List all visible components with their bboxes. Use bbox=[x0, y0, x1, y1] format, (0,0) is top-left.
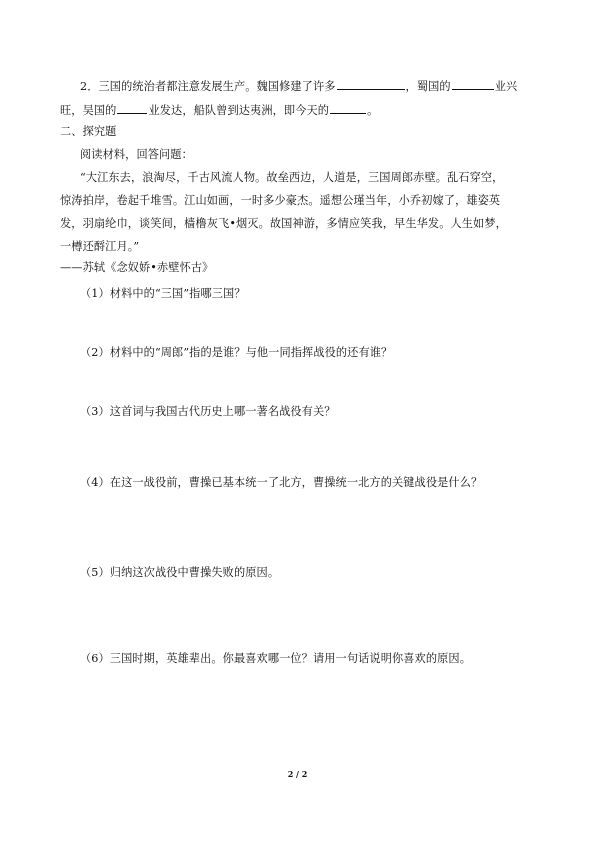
q2-text-1a: 2．三国的统治者都注意发展生产。魏国修建了许多 bbox=[80, 80, 336, 93]
poem-line: 发，羽扇纶巾，谈笑间，樯橹灰飞•烟灭。故国神游，多情应笑我，早生华发。人生如梦， bbox=[60, 217, 507, 230]
q2-text-1c: 业兴 bbox=[494, 80, 518, 93]
section-heading: 二、探究题 bbox=[60, 125, 117, 138]
poem-line: “大江东去，浪淘尽，千古风流人物。故垒西边，人道是，三国周郎赤壁。乱石穿空， bbox=[80, 171, 504, 184]
q2-text-1b: ，蜀国的 bbox=[405, 80, 451, 93]
question-6: （6）三国时期，英雄辈出。你最喜欢哪一位？请用一句话说明你喜欢的原因。 bbox=[80, 652, 471, 665]
q2-blank-4 bbox=[330, 102, 366, 114]
page-number: 2 / 2 bbox=[287, 769, 308, 779]
poem-line: 一樽还酹江月。” bbox=[60, 240, 140, 253]
q2-blank-2 bbox=[452, 78, 494, 90]
q2-line-2 bbox=[60, 102, 378, 118]
poem-source: ——苏轼《念奴娇•赤壁怀古》 bbox=[60, 261, 214, 274]
q2-blank-1 bbox=[337, 78, 405, 90]
q2-text-2b: 业发达，船队曾到达夷洲，即今天的 bbox=[148, 104, 330, 117]
q2-line-1 bbox=[80, 78, 517, 94]
q2-blank-3 bbox=[117, 102, 147, 114]
poem-line: 惊涛拍岸，卷起千堆雪。江山如画，一时多少豪杰。遥想公瑾当年，小乔初嫁了，雄姿英 bbox=[60, 194, 501, 207]
q2-text-2c: 。 bbox=[367, 104, 379, 117]
q2-text-2a: 旺，吴国的 bbox=[60, 104, 117, 117]
question-3: （3）这首词与我国古代历史上哪一著名战役有关？ bbox=[80, 405, 336, 418]
material-instruction: 阅读材料，回答问题： bbox=[80, 148, 193, 161]
question-4: （4）在这一战役前，曹操已基本统一了北方，曹操统一北方的关键战役是什么？ bbox=[80, 476, 483, 489]
question-5: （5）归纳这次战役中曹操失败的原因。 bbox=[80, 566, 280, 579]
question-1: （1）材料中的“三国”指哪三国？ bbox=[80, 287, 246, 300]
question-2: （2）材料中的“周郎”指的是谁？与他一同指挥战役的还有谁？ bbox=[80, 346, 393, 359]
